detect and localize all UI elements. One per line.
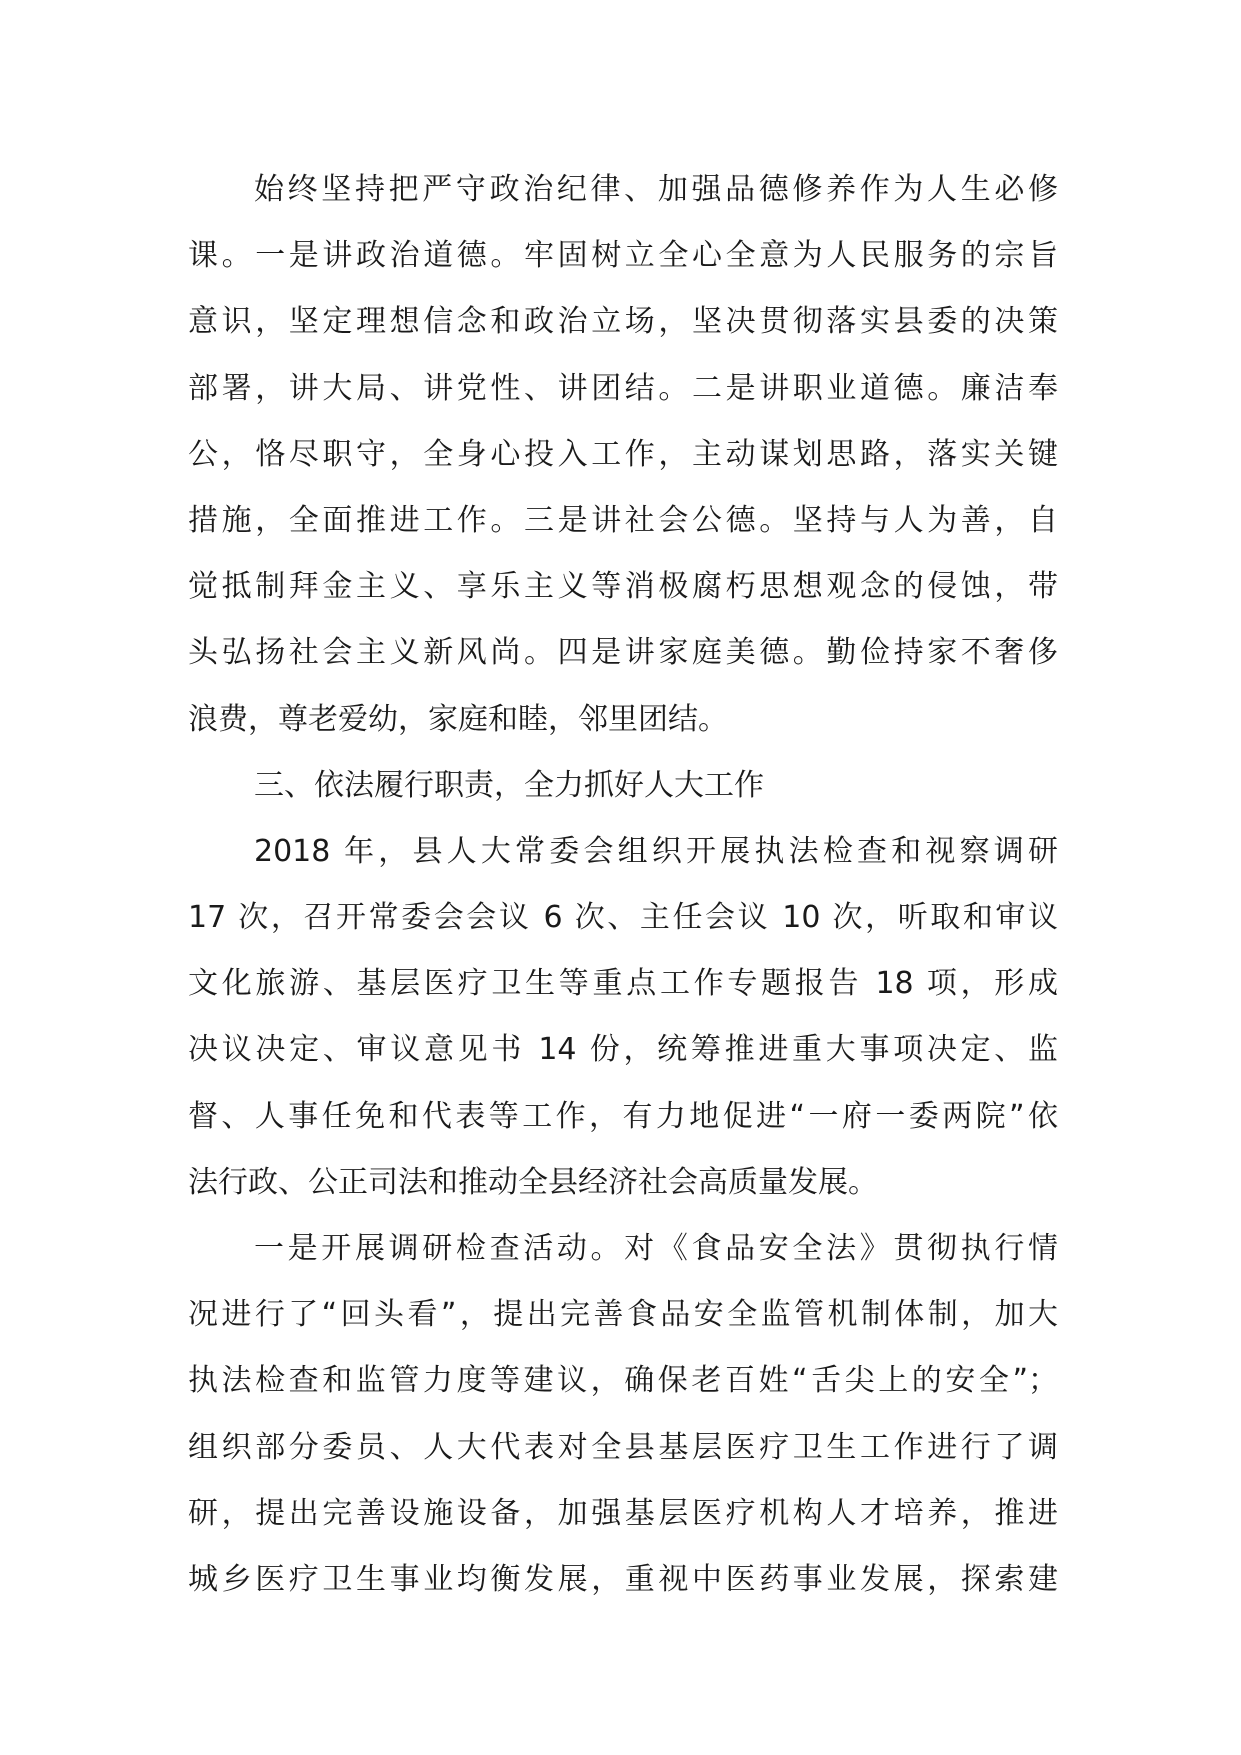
text-line: 2018 年，县人大常委会组织开展执法检查和视察调研 <box>254 833 1058 869</box>
text-line: 文化旅游、基层医疗卫生等重点工作专题报告 18 项，形成 <box>188 966 1058 1002</box>
text-line: 始终坚持把严守政治纪律、加强品德修养作为人生必修 <box>254 172 1058 207</box>
text-line: 课。一是讲政治道德。牢固树立全心全意为人民服务的宗旨 <box>188 238 1058 274</box>
text-line: 意识，坚定理想信念和政治立场，坚决贯彻落实县委的决策 <box>188 304 1058 340</box>
text-line: 头弘扬社会主义新风尚。四是讲家庭美德。勤俭持家不奢侈 <box>188 635 1058 671</box>
text-line: 组织部分委员、人大代表对全县基层医疗卫生工作进行了调 <box>188 1429 1058 1465</box>
text-line: 措施，全面推进工作。三是讲社会公德。坚持与人为善，自 <box>188 502 1058 538</box>
text-line: 部署，讲大局、讲党性、讲团结。二是讲职业道德。廉洁奉 <box>188 370 1058 406</box>
text-line: 17 次，召开常委会会议 6 次、主任会议 10 次，听取和审议 <box>188 900 1058 936</box>
text-line: 公，恪尽职守，全身心投入工作，主动谋划思路，落实关键 <box>188 436 1058 472</box>
text-line: 一是开展调研检查活动。对《食品安全法》贯彻执行情 <box>254 1231 1058 1266</box>
text-line: 执法检查和监管力度等建议，确保老百姓“舌尖上的安全”； <box>188 1363 1058 1399</box>
text-line: 法行政、公正司法和推动全县经济社会高质量发展。 <box>188 1164 878 1200</box>
text-line: 督、人事任免和代表等工作，有力地促进“一府一委两院”依 <box>188 1098 1058 1134</box>
document-body <box>188 157 1058 1613</box>
text-line: 城乡医疗卫生事业均衡发展，重视中医药事业发展，探索建 <box>188 1561 1058 1597</box>
section-heading: 三、依法履行职责，全力抓好人大工作 <box>254 767 764 803</box>
text-line: 决议决定、审议意见书 14 份，统筹推进重大事项决定、监 <box>188 1032 1058 1068</box>
text-line: 浪费，尊老爱幼，家庭和睦，邻里团结。 <box>188 701 728 737</box>
text-line: 觉抵制拜金主义、享乐主义等消极腐朽思想观念的侵蚀，带 <box>188 569 1058 605</box>
text-line: 研，提出完善设施设备，加强基层医疗机构人才培养，推进 <box>188 1495 1058 1531</box>
text-line: 况进行了“回头看”，提出完善食品安全监管机制体制，加大 <box>188 1297 1058 1333</box>
